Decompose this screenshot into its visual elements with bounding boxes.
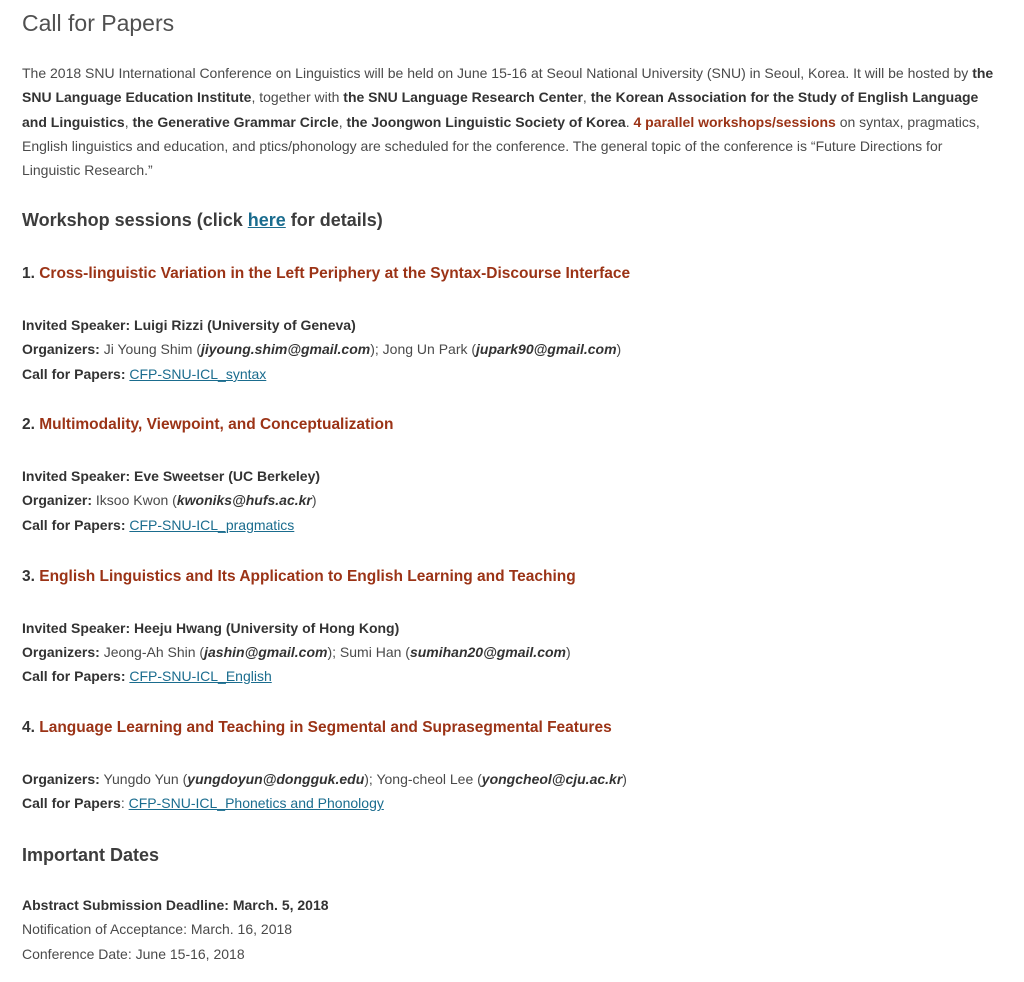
cfp-english-link[interactable]: CFP-SNU-ICL_English bbox=[129, 668, 272, 684]
session-3-organizers bbox=[22, 642, 571, 662]
organizer-name: Yong-cheol Lee ( bbox=[376, 771, 482, 787]
intro-text: , bbox=[338, 113, 347, 130]
separator: ); bbox=[327, 644, 340, 660]
separator: : bbox=[120, 795, 129, 811]
session-1-organizers bbox=[22, 339, 621, 359]
host-institute: the SNU Language Education Institute bbox=[22, 65, 994, 106]
intro-text: . bbox=[625, 113, 634, 130]
conference-date: Conference Date: June 15-16, 2018 bbox=[22, 946, 245, 962]
organizer-name: Iksoo Kwon ( bbox=[92, 492, 177, 508]
invited-speaker: Invited Speaker: Heeju Hwang (University of Hong Kong) bbox=[22, 620, 400, 636]
cfp-syntax-link[interactable]: CFP-SNU-ICL_syntax bbox=[129, 366, 267, 382]
separator: ) bbox=[622, 771, 627, 787]
intro-text: , bbox=[582, 89, 591, 106]
important-dates-heading: Important Dates bbox=[22, 845, 160, 865]
session-1-title bbox=[22, 263, 630, 285]
session-title-text: Cross-linguistic Variation in the Left Periphery at the Syntax-Discourse Interface bbox=[39, 265, 631, 282]
workshops-heading-text: Workshop sessions (click bbox=[22, 210, 248, 230]
session-1-speaker bbox=[22, 315, 356, 335]
cfp-pragmatics-link[interactable]: CFP-SNU-ICL_pragmatics bbox=[129, 517, 295, 533]
session-3-cfp bbox=[22, 666, 272, 686]
separator: ) bbox=[311, 492, 317, 508]
cohost-research-center: the SNU Language Research Center bbox=[343, 89, 583, 106]
organizer-name: Sumi Han ( bbox=[339, 644, 410, 660]
page-title: Call for Papers bbox=[22, 10, 175, 36]
workshops-heading bbox=[22, 208, 383, 232]
organizers-label: Organizers: bbox=[22, 771, 100, 787]
separator: ) bbox=[616, 341, 622, 357]
session-1-cfp bbox=[22, 364, 266, 384]
organizer-email: jashin@gmail.com bbox=[204, 644, 328, 660]
session-3-speaker bbox=[22, 618, 399, 638]
session-2-organizer bbox=[22, 490, 317, 510]
session-title-text: Language Learning and Teaching in Segmental and Suprasegmental Features bbox=[39, 719, 612, 736]
organizers-label: Organizers: bbox=[22, 341, 100, 357]
intro-text: , together with bbox=[251, 89, 344, 106]
session-title-text: English Linguistics and Its Application to English Learning and Teaching bbox=[39, 568, 576, 585]
cohost-association: the Korean Association for the Study of English Language and Linguistics bbox=[22, 89, 979, 130]
cfp-label: Call for Papers: bbox=[22, 366, 126, 382]
cohost-grammar-circle: the Generative Grammar Circle bbox=[132, 113, 339, 130]
organizer-email: yongcheol@cju.ac.kr bbox=[481, 771, 623, 787]
workshops-details-link[interactable]: here bbox=[247, 210, 286, 230]
organizer-email: yungdoyun@dongguk.edu bbox=[187, 771, 365, 787]
organizer-email: kwoniks@hufs.ac.kr bbox=[176, 492, 312, 508]
session-2-title bbox=[22, 414, 393, 436]
separator: ) bbox=[565, 644, 571, 660]
organizer-email: jiyoung.shim@gmail.com bbox=[200, 341, 371, 357]
session-number: 2. bbox=[22, 416, 40, 433]
session-2-speaker bbox=[22, 466, 320, 486]
session-3-title bbox=[22, 566, 576, 588]
cfp-label: Call for Papers bbox=[22, 795, 121, 811]
session-number: 4. bbox=[22, 719, 40, 736]
session-number: 3. bbox=[22, 568, 40, 585]
intro-paragraph bbox=[22, 61, 997, 182]
organizer-name: Ji Young Shim ( bbox=[99, 341, 201, 357]
session-2-cfp bbox=[22, 515, 294, 535]
separator: ); bbox=[370, 341, 383, 357]
parallel-sessions-highlight: 4 parallel workshops/sessions bbox=[633, 113, 836, 130]
cohost-society: the Joongwon Linguistic Society of Korea bbox=[346, 113, 626, 130]
intro-text: , bbox=[124, 113, 133, 130]
organizer-name: Yungdo Yun ( bbox=[99, 771, 188, 787]
organizer-name: Jeong-Ah Shin ( bbox=[99, 644, 205, 660]
session-number: 1. bbox=[22, 265, 40, 282]
intro-text: The 2018 SNU International Conference on Linguistics will be held on June 15-16 at Seoul National University (SNU) in Seoul, Korea. It will be hosted by bbox=[22, 65, 973, 81]
workshops-heading-text: for details) bbox=[285, 210, 383, 230]
organizer-email: sumihan20@gmail.com bbox=[409, 644, 566, 660]
organizers-label: Organizers: bbox=[22, 644, 100, 660]
session-4-cfp bbox=[22, 793, 384, 813]
organizer-email: jupark90@gmail.com bbox=[476, 341, 617, 357]
abstract-deadline-text: Abstract Submission Deadline: March. 5, 2018 bbox=[22, 897, 329, 913]
invited-speaker: Invited Speaker: Eve Sweetser (UC Berkeley) bbox=[22, 468, 321, 484]
organizers-label: Organizer: bbox=[22, 492, 93, 508]
session-title-text: Multimodality, Viewpoint, and Conceptualization bbox=[39, 416, 394, 433]
invited-speaker: Invited Speaker: Luigi Rizzi (University of Geneva) bbox=[22, 317, 356, 333]
organizer-name: Jong Un Park ( bbox=[382, 341, 477, 357]
intro-text: on syntax, pragmatics, English linguistics and education, and ptics/phonology are scheduled for the conference. The general topic of the conference is “Future Directions for Linguistic Research.” bbox=[22, 113, 980, 179]
abstract-deadline bbox=[22, 895, 329, 915]
session-4-organizers bbox=[22, 769, 627, 789]
cfp-label: Call for Papers: bbox=[22, 517, 126, 533]
separator: ); bbox=[364, 771, 377, 787]
cfp-label: Call for Papers: bbox=[22, 668, 126, 684]
cfp-phonetics-link[interactable]: CFP-SNU-ICL_Phonetics and Phonology bbox=[128, 795, 384, 811]
session-4-title bbox=[22, 717, 612, 739]
notification-date: Notification of Acceptance: March. 16, 2018 bbox=[22, 921, 293, 937]
